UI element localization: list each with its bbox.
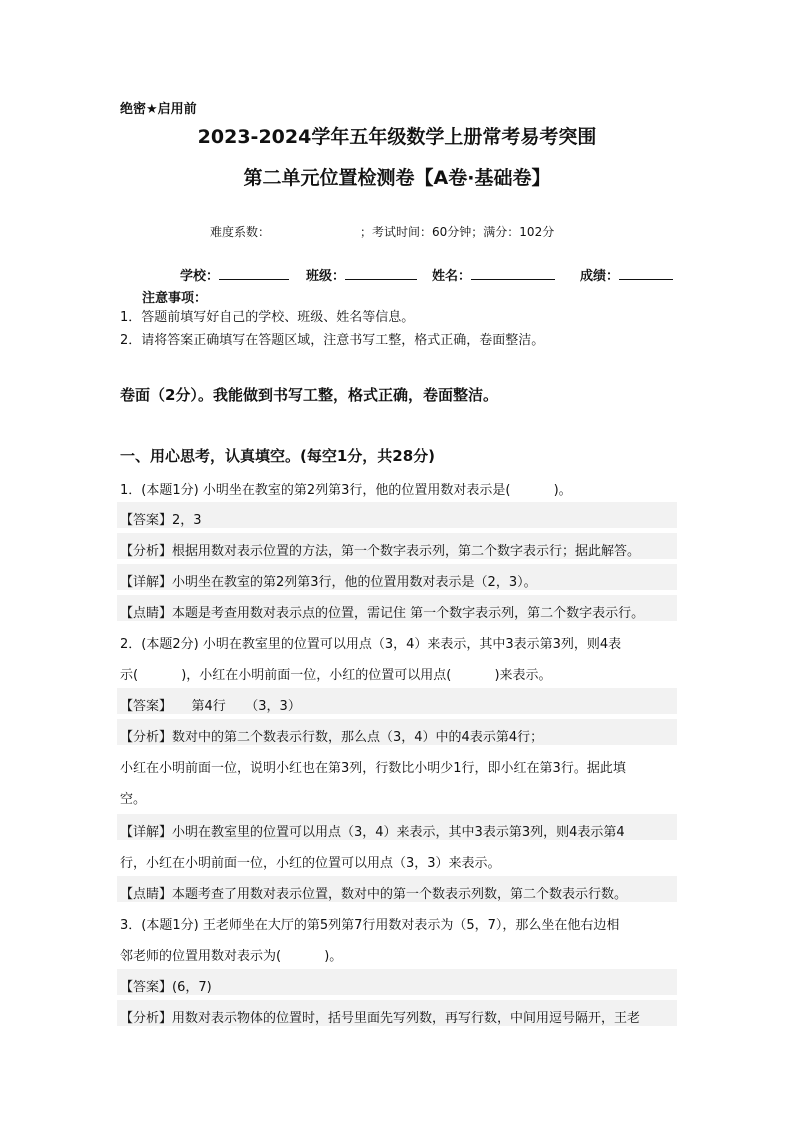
question-2-analysis: 空。 [120,792,147,807]
meta-separator: ； [360,225,373,239]
question-2-detail: 行，小红在小明前面一位，小红的位置可以用点（3，3）来表示。 [120,856,501,871]
exam-subtitle: 第二单元位置检测卷【A卷·基础卷】 [243,167,551,189]
exam-title: 2023-2024学年五年级数学上册常考易考突围 [197,126,597,148]
time-score-text: 考试时间：60分钟；满分：102分 [372,225,555,239]
notice-item: 1．答题前填写好自己的学校、班级、姓名等信息。 [120,310,415,325]
class-label: 班级： [306,269,346,284]
notice-title: 注意事项： [142,291,208,306]
question-3-stem: 3．(本题1分) 王老师坐在大厅的第5列第7行用数对表示为（5，7），那么坐在他右边相 [120,918,620,933]
question-2-answer: 【答案】 第4行 （3，3） [120,699,301,714]
question-3-analysis: 【分析】用数对表示物体的位置时，括号里面先写列数，再写行数，中间用逗号隔开，王老 [120,1011,641,1026]
score-label: 成绩： [580,269,620,284]
question-1-detail: 【详解】小明坐在教室的第2列第3行，他的位置用数对表示是（2，3）。 [120,575,537,590]
school-blank[interactable] [219,269,289,280]
school-field[interactable] [180,265,289,284]
difficulty-label: 难度系数： [210,225,271,239]
name-blank[interactable] [471,269,555,280]
question-2-stem: 示( )，小红在小明前面一位，小红的位置可以用点( )来表示。 [120,668,552,683]
question-1-stem: 1．(本题1分) 小明坐在教室的第2列第3行，他的位置用数对表示是( )。 [120,483,572,498]
name-label: 姓名： [432,269,472,284]
question-1-analysis: 【分析】根据用数对表示位置的方法，第一个数字表示列，第二个数字表示行；据此解答。 [120,544,641,559]
question-1-answer: 【答案】2，3 [120,513,202,528]
name-field[interactable] [432,265,555,284]
section-heading: 一、用心思考，认真填空。(每空1分，共28分) [120,447,436,465]
question-2-comment: 【点睛】本题考查了用数对表示位置，数对中的第一个数表示列数，第二个数表示行数。 [120,887,628,902]
question-2-analysis: 【分析】数对中的第二个数表示行数，那么点（3，4）中的4表示第4行； [120,730,544,745]
class-field[interactable] [306,265,417,284]
question-2-detail: 【详解】小明在教室里的位置可以用点（3，4）来表示，其中3表示第3列，则4表示第4 [120,825,625,840]
class-blank[interactable] [345,269,417,280]
school-label: 学校： [180,269,220,284]
neatness-line: 卷面（2分）。我能做到书写工整，格式正确，卷面整洁。 [120,386,498,404]
question-3-answer: 【答案】(6，7) [120,980,212,995]
score-field[interactable] [580,265,673,284]
question-2-stem: 2．(本题2分) 小明在教室里的位置可以用点（3，4）来表示，其中3表示第3列，则4表 [120,637,622,652]
exam-meta [210,223,554,240]
question-3-stem: 邻老师的位置用数对表示为( )。 [120,949,343,964]
notice-item: 2．请将答案正确填写在答题区域，注意书写工整，格式正确，卷面整洁。 [120,333,545,348]
question-2-analysis: 小红在小明前面一位，说明小红也在第3列，行数比小明少1行，即小红在第3行。据此填 [120,761,626,776]
score-blank[interactable] [619,269,673,280]
confidential-label: 绝密★启用前 [120,102,197,117]
question-1-comment: 【点睛】本题是考查用数对表示点的位置，需记住 第一个数字表示列，第二个数字表示行。 [120,606,645,621]
